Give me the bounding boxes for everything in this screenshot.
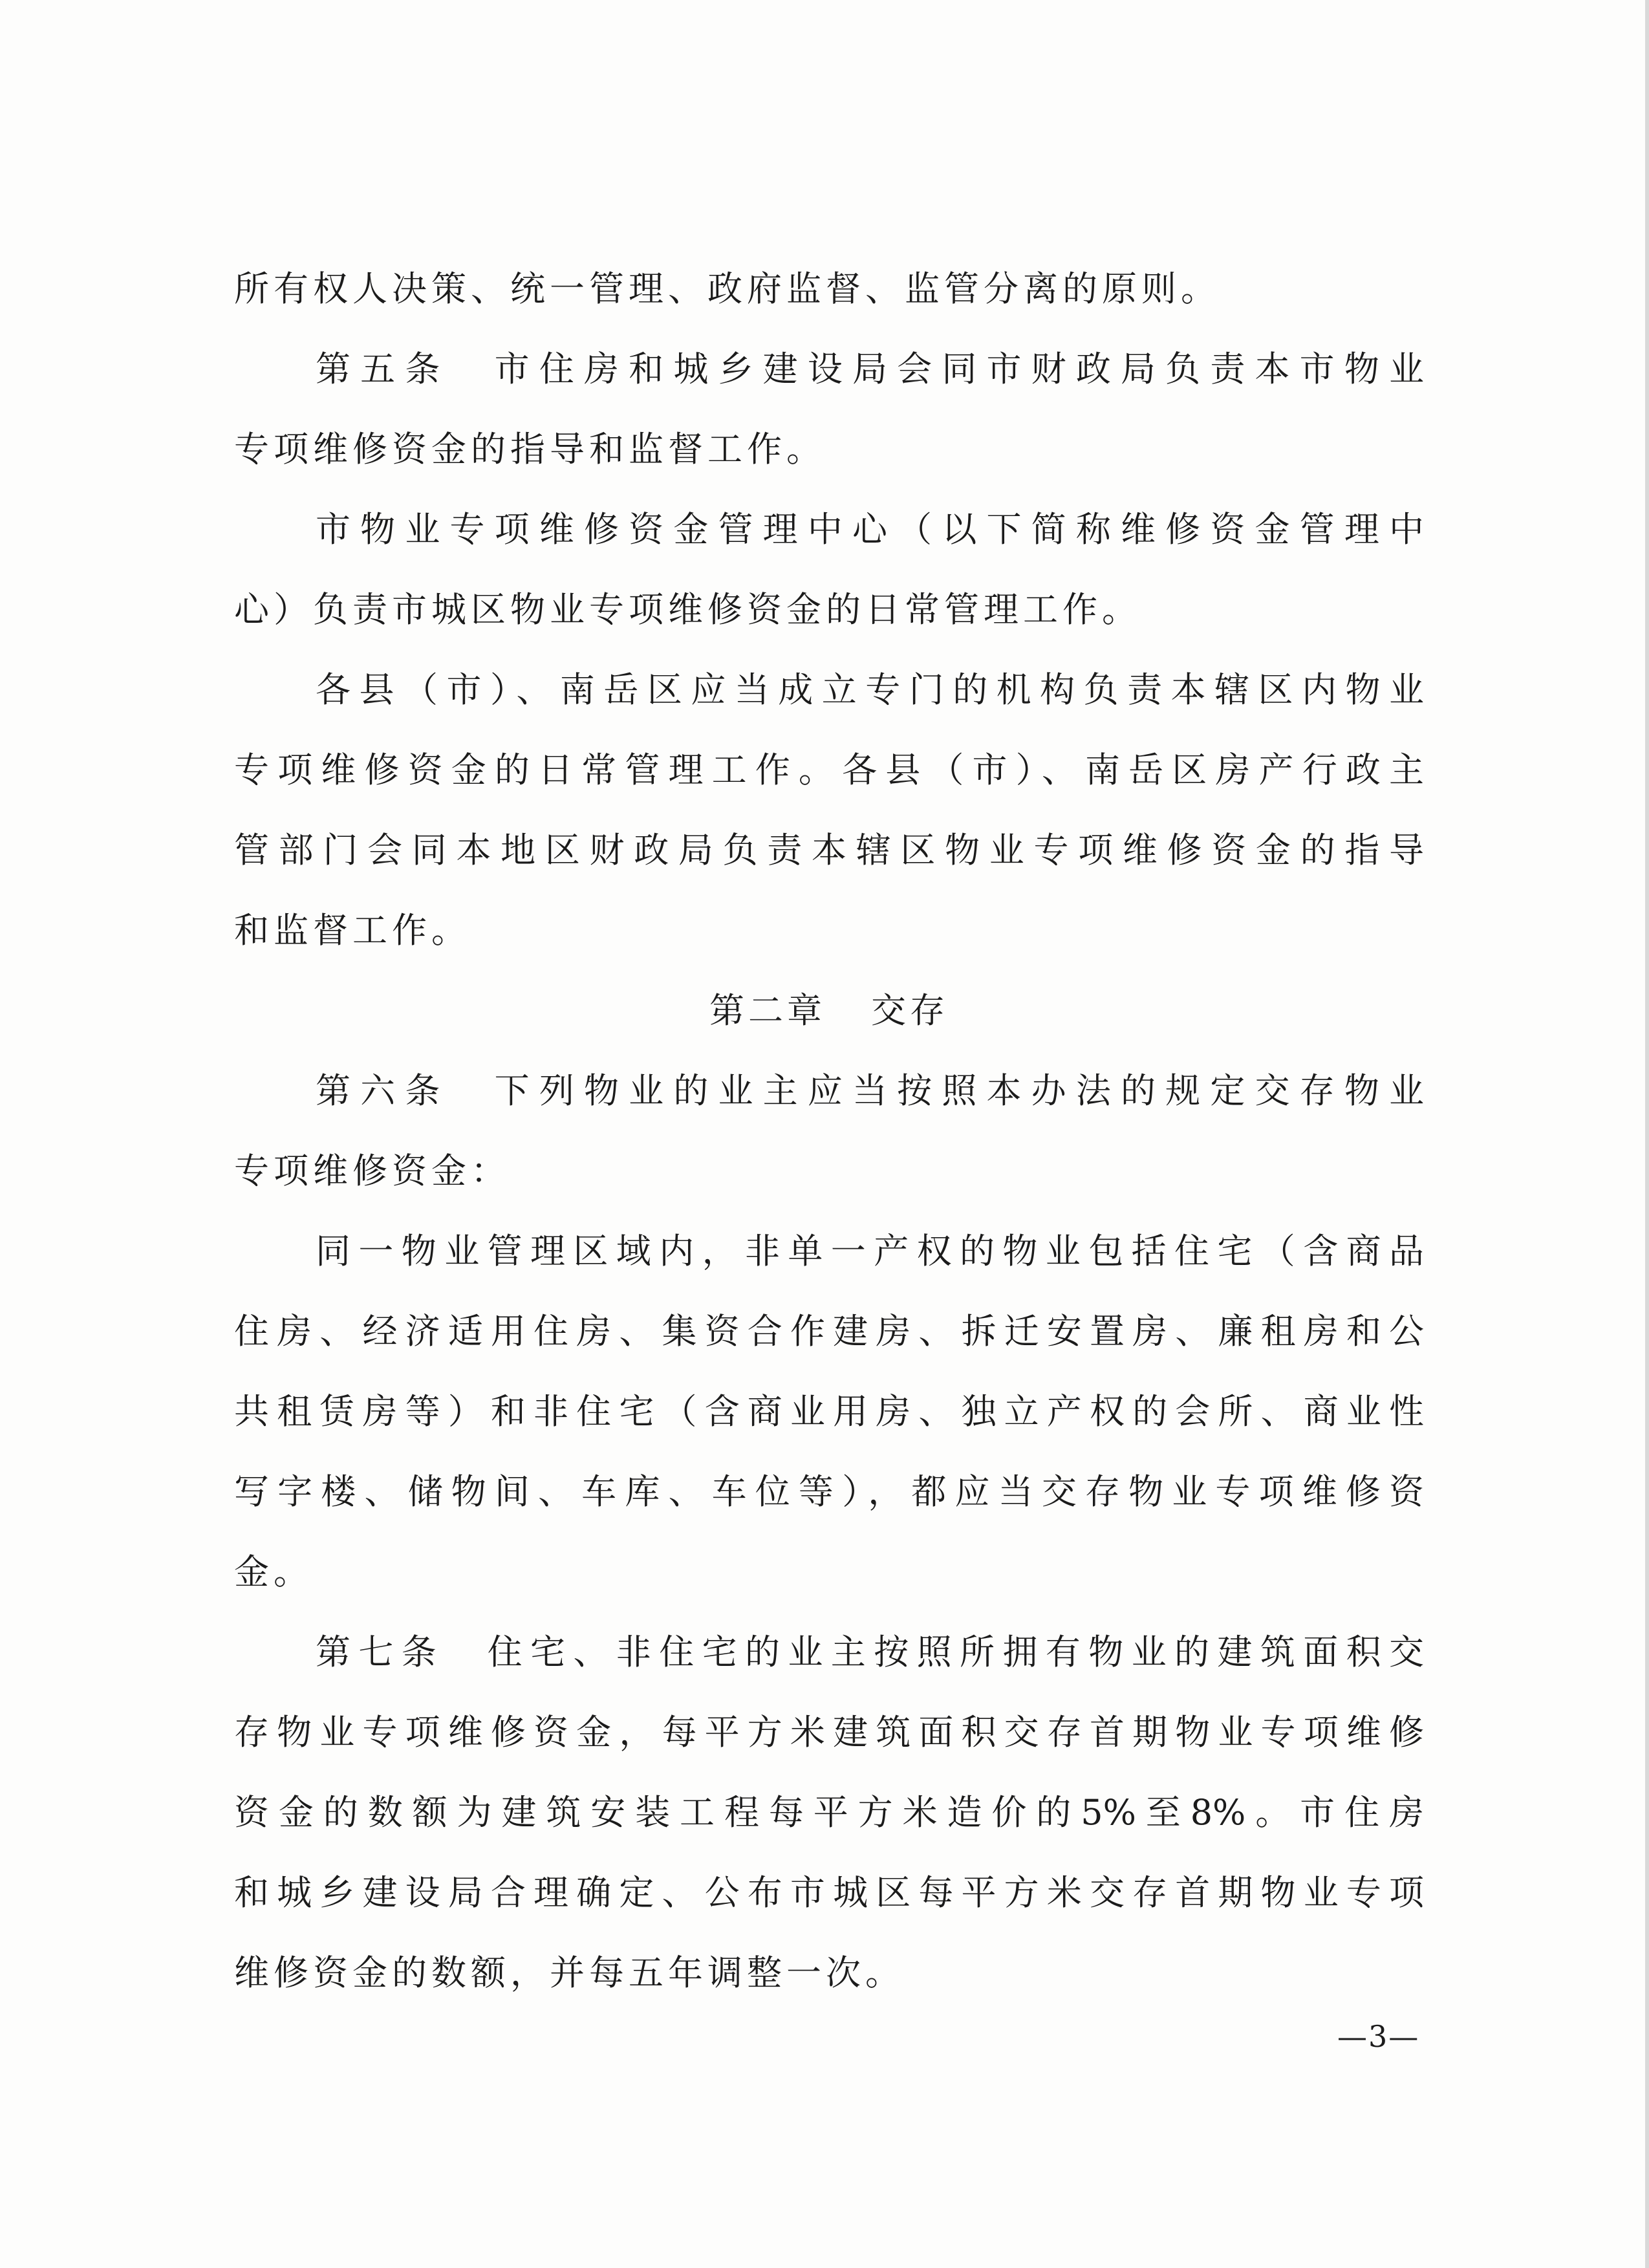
text-line: 住房、经济适用住房、集资合作建房、拆迁安置房、廉租房和公: [234, 1311, 1424, 1352]
text-line: 所有权人决策、统一管理、政府监督、监管分离的原则。: [234, 268, 1220, 309]
chapter-heading: [234, 971, 1424, 1051]
text-line: 维修资金的数额，并每五年调整一次。: [234, 1952, 905, 1993]
text-line: 专项维修资金的指导和监督工作。: [234, 429, 826, 470]
text-line: 存物业专项维修资金，每平方米建筑面积交存首期物业专项维修: [234, 1712, 1424, 1753]
text-line: 市物业专项维修资金管理中心（以下简称维修资金管理中: [316, 509, 1424, 550]
chapter-number: 第二章: [709, 990, 826, 1031]
text-line: 专项维修资金的日常管理工作。各县（市）、南岳区房产行政主: [234, 750, 1424, 790]
text-line: 心）负责市城区物业专项维修资金的日常管理工作。: [234, 589, 1141, 630]
page-number: —3—: [1337, 2019, 1420, 2054]
article-7-line: 第七条 住宅、非住宅的业主按照所拥有物业的建筑面积交: [316, 1632, 1424, 1672]
text-line: 资金的数额为建筑安装工程每平方米造价的5%至8%。市住房: [234, 1792, 1424, 1833]
text-line: 各县（市）、南岳区应当成立专门的机构负责本辖区内物业: [316, 669, 1424, 710]
article-5-line: 第五条 市住房和城乡建设局会同市财政局负责本市物业: [316, 349, 1424, 389]
text-line: 同一物业管理区域内，非单一产权的物业包括住宅（含商品: [316, 1231, 1424, 1271]
text-line: 写字楼、储物间、车库、车位等），都应当交存物业专项维修资: [234, 1471, 1424, 1512]
text-line: 共租赁房等）和非住宅（含商业用房、独立产权的会所、商业性: [234, 1391, 1424, 1432]
chapter-title: 交存: [871, 990, 949, 1031]
text-line: 金。: [234, 1551, 313, 1592]
text-line: 和城乡建设局合理确定、公布市城区每平方米交存首期物业专项: [234, 1872, 1424, 1913]
scan-edge: [1645, 0, 1649, 2268]
article-6-line: 第六条 下列物业的业主应当按照本办法的规定交存物业: [316, 1070, 1424, 1111]
text-line: 专项维修资金：: [234, 1150, 510, 1191]
body-text: [234, 249, 1424, 2013]
text-line: 和监督工作。: [234, 910, 471, 951]
text-line: 管部门会同本地区财政局负责本辖区物业专项维修资金的指导: [234, 830, 1424, 870]
